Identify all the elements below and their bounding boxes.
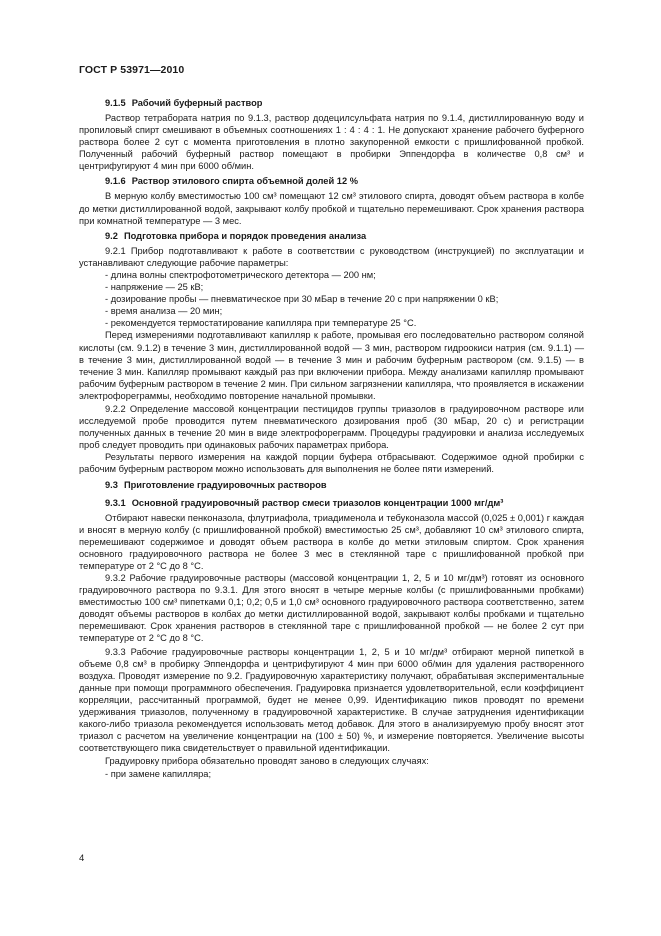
page-number: 4 [79, 853, 85, 864]
section-heading-9-3-1 [79, 494, 584, 512]
section-title: Рабочий буферный раствор [131, 98, 263, 108]
paragraph: Результаты первого измерения на каждой порции буфера отбрасывают. Содержимое одной пробирки с рабочим буферным раствором можно использовать для выполнения не более пяти измерений. [79, 452, 584, 475]
list-item: - напряжение — 25 кВ; [79, 281, 584, 293]
list-item: - рекомендуется термостатирование капилляра при температуре 25 °С. [79, 317, 584, 329]
list-item: - длина волны спектрофотометрического детектора — 200 нм; [79, 269, 584, 281]
section-title: Приготовление градуировочных растворов [123, 479, 327, 490]
section-title: Основной градуировочный раствор смеси триазолов концентрации 1000 мг/дм³ [131, 497, 504, 508]
section-title: Раствор этилового спирта объемной долей 12 % [131, 176, 358, 187]
section-heading-9-1-6 [79, 172, 584, 190]
paragraph: 9.2.2 Определение массовой концентрации пестицидов группы триазолов в градуировочном растворе или исследуемой пробе проводится путем пневматического дозирования проб (30 мБар, 20 с) и регистрации полученных данных в течение 20 мин в виде электрофореграмм. Процедуры градуировки и анализа исследуемых проб следует проводить при одинаковых рабочих параметрах прибора. [79, 403, 584, 451]
paragraph: 9.3.2 Рабочие градуировочные растворы (массовой концентрации 1, 2, 5 и 10 мг/дм³) готовят из основного градуировочного раствора по 9.3.1. Для этого вносят в четыре мерные колбы (с пришлифованными пробками) вместимостью 100 см³ пипетками 0,1; 0,2; 0,5 и 1,0 см³ основного градуировочного раствора соответственно, затем доводят объемы растворов в колбах до метки дистиллированной водой, закрывают колбы пробками и тщательно перемешивают. Срок хранения растворов в стеклянной таре с пришлифованной пробкой — не более 2 сут при температуре от 2 °С до 8 °С. [79, 573, 584, 644]
section-number: 9.2 [105, 230, 118, 241]
section-title: Подготовка прибора и порядок проведения анализа [123, 230, 367, 241]
list-item: - при замене капилляра; [79, 768, 584, 780]
list-item: - время анализа — 20 мин; [79, 305, 584, 317]
section-number: 9.3.1 [105, 497, 126, 508]
section-heading-9-2 [79, 227, 584, 245]
section-number: 9.1.6 [105, 176, 126, 187]
section-heading-9-3 [79, 476, 584, 494]
recalibration-list [79, 768, 584, 780]
parameter-list [79, 269, 584, 329]
paragraph: Перед измерениями подготавливают капилляр к работе, промывая его последовательно раствором соляной кислоты (см. 9.1.2) в течение 3 мин, дистиллированной водой — 3 мин, раствором гидроокиси натрия (см. 9.1.1) — в течение 3 мин, дистиллированной водой — в течение 3 мин и рабочим буферным раствором (см. 9.1.5) — в течение 3 мин. Капилляр промывают каждый раз при включении прибора. Между анализами капилляр промывают рабочим буферным раствором в течение 2 мин. При сильном загрязнении капилляра, что проявляется в искажении электрофореграммы, необходимо повторение начальной промывки. [79, 330, 584, 401]
paragraph: В мерную колбу вместимостью 100 см³ помещают 12 см³ этилового спирта, доводят объем раствора в колбе до метки дистиллированной водой, закрывают колбу пробкой и тщательно перемешивают. Срок хранения раствора при комнатной температуре — 3 мес. [79, 191, 584, 226]
list-item: - дозирование пробы — пневматическое при 30 мБар в течение 20 с при напряжении 0 кВ; [79, 293, 584, 305]
section-number: 9.1.5 [105, 98, 126, 108]
paragraph: Отбирают навески пенконазола, флутриафола, триадименола и тебуконазола массой (0,025 ± 0,001) г каждая и вносят в мерную колбу (с пришлифованной пробкой) вместимостью 25 см³, добавляют 10 см³ этилового спирта, перемешивают содержимое и доводят объем раствора в колбе до метки этиловым спиртом. Срок хранения основного градуировочного раствора не более 3 мес в стеклянной таре с пришлифованной пробкой при температуре от 2 °С до 8 °С. [79, 512, 584, 571]
page-content [79, 94, 584, 780]
paragraph: 9.2.1 Прибор подготавливают к работе в соответствии с руководством (инструкцией) по эксплуатации и устанавливают следующие рабочие параметры: [79, 245, 584, 268]
document-code: ГОСТ Р 53971—2010 [79, 64, 185, 76]
paragraph: Градуировку прибора обязательно проводят заново в следующих случаях: [105, 756, 429, 767]
section-number: 9.3 [105, 479, 118, 490]
paragraph: Раствор тетрабората натрия по 9.1.3, раствор додецилсульфата натрия по 9.1.4, дистиллированную воду и пропиловый спирт смешивают в объемных соотношениях 1 : 4 : 4 : 1. Не допускают хранение рабочего буферного раствора более 2 сут с момента приготовления в плотно закупоренной емкости с пришлифованной пробкой. Полученный рабочий буферный раствор помещают в пробирки Эппендорфа в количестве 0,8 см³ и центрифугируют 4 мин при 6000 об/мин. [79, 113, 584, 172]
section-heading-9-1-5 [79, 94, 584, 112]
paragraph: 9.3.3 Рабочие градуировочные растворы концентрации 1, 2, 5 и 10 мг/дм³ отбирают мерной пипеткой в объеме 0,8 см³ в пробирку Эппендорфа и центрифугируют 4 мин при 6000 об/мин для удаления растворенного воздуха. Проводят измерение по 9.2. Градуировочную характеристику получают, обрабатывая экспериментальные данные при помощи программного обеспечения. Градуировка признается удовлетворительной, если коэффициент корреляции, рассчитанный программой, будет не менее 0,99. Идентификацию пиков проводят по времени удерживания триазолов, полученному в градуировочной характеристике. В случае затруднения идентификации какого-либо триазола рекомендуется использовать метод добавок. Для этого в анализируемую пробу вносят этот триазол с расчетом на увеличение концентрации на (100 ± 50) %, и измерение повторяется. Увеличение высоты соответствующего пика свидетельствует о правильной идентификации. [79, 646, 584, 754]
